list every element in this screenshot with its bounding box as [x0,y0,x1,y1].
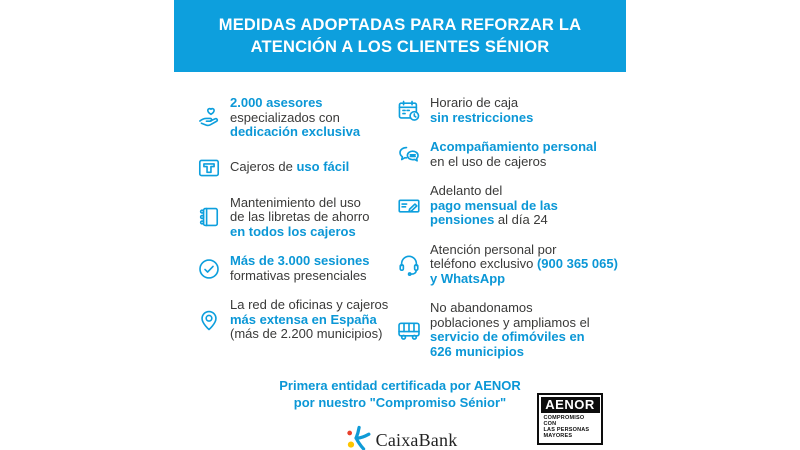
measure-item [196,196,396,240]
calendar-clock-icon [396,98,422,124]
certification-line-2: por nuestro "Compromiso Sénior" [293,395,507,410]
measure-item [396,243,622,287]
headset-icon [396,251,422,277]
bus-icon [396,317,422,343]
highlight-text: uso fácil [296,159,350,175]
column-right [396,96,622,359]
highlight-text: más extensa en España [230,311,377,327]
highlight-text: (900 365 065) [536,256,618,271]
measure-item [196,96,396,140]
plain-text: en el uso de cajeros [430,153,547,169]
plain-text: al día 24 [494,212,548,227]
highlight-text: 626 municipios [430,343,524,359]
highlight-text: 2.000 asesores [230,95,323,110]
title-line-2: ATENCIÓN A LOS CLIENTES SÉNIOR [250,38,550,56]
measures-grid [174,72,626,359]
plain-text: de las libretas de ahorro [230,209,370,224]
measure-item [196,254,396,283]
measure-text [230,254,369,283]
column-left [196,96,396,359]
hand-heart-icon [196,105,222,131]
aenor-badge [537,393,603,445]
header-banner [174,0,626,72]
measure-item [396,140,622,169]
plain-text: poblaciones y ampliamos el [430,314,590,330]
highlight-text: pensiones [430,212,495,227]
plain-text: No abandonamos [430,300,533,315]
measure-text [230,298,388,342]
plain-text: Adelanto del [430,183,503,198]
aenor-subtitle-line-3: MAYORES [543,432,573,439]
highlight-text: en todos los cajeros [230,223,356,239]
highlight-text: pago mensual de las [430,197,558,213]
poster [174,0,626,450]
aenor-subtitle-line-1: COMPROMISO CON [543,414,585,427]
highlight-text: dedicación exclusiva [230,124,361,139]
highlight-text: Acompañamiento personal [430,139,597,154]
plain-text: Cajeros de [230,159,297,175]
passbook-icon [196,204,222,230]
measure-item [196,155,396,181]
measure-text [430,301,590,359]
measure-text [430,96,533,125]
measure-item [396,184,622,228]
measure-text [430,184,558,228]
plain-text: teléfono exclusivo [430,256,537,271]
aenor-subtitle-line-2: LAS PERSONAS [543,426,590,433]
measure-item [196,298,396,342]
measure-text [230,96,360,140]
plain-text: Mantenimiento del uso [230,194,361,210]
plain-text: (más de 2.200 municipios) [230,326,383,341]
plain-text: formativas presenciales [230,267,367,283]
caixabank-wordmark: CaixaBank [376,430,458,450]
caixabank-logo [343,424,458,450]
plain-text: La red de oficinas y cajeros [230,297,389,312]
plain-text: Atención personal por [430,241,557,257]
plain-text: especializados con [230,109,340,125]
title-line-1: MEDIDAS ADOPTADAS PARA REFORZAR LA [218,16,582,34]
aenor-logo-text: AENOR [541,397,600,413]
aenor-badge-subtitle [541,413,600,442]
chat-bubbles-icon [396,142,422,168]
highlight-text: y WhatsApp [430,270,506,286]
highlight-text: servicio de ofimóviles en [430,329,585,344]
certification-line-1: Primera entidad certificada por AENOR [279,378,521,393]
highlight-text: Más de 3.000 sesiones [230,253,370,268]
highlight-text: sin restricciones [430,109,534,125]
atm-icon [196,155,222,181]
measure-text [230,196,369,240]
plain-text: Horario de caja [430,95,519,110]
measure-text [430,243,618,287]
clock-check-icon [196,256,222,282]
measure-text [430,140,597,169]
caixabank-star-icon [343,424,373,450]
cheque-icon [396,193,422,219]
measure-item [396,301,622,359]
measure-item [396,96,622,125]
map-pin-icon [196,307,222,333]
measure-text [230,160,349,175]
footer [174,377,626,450]
